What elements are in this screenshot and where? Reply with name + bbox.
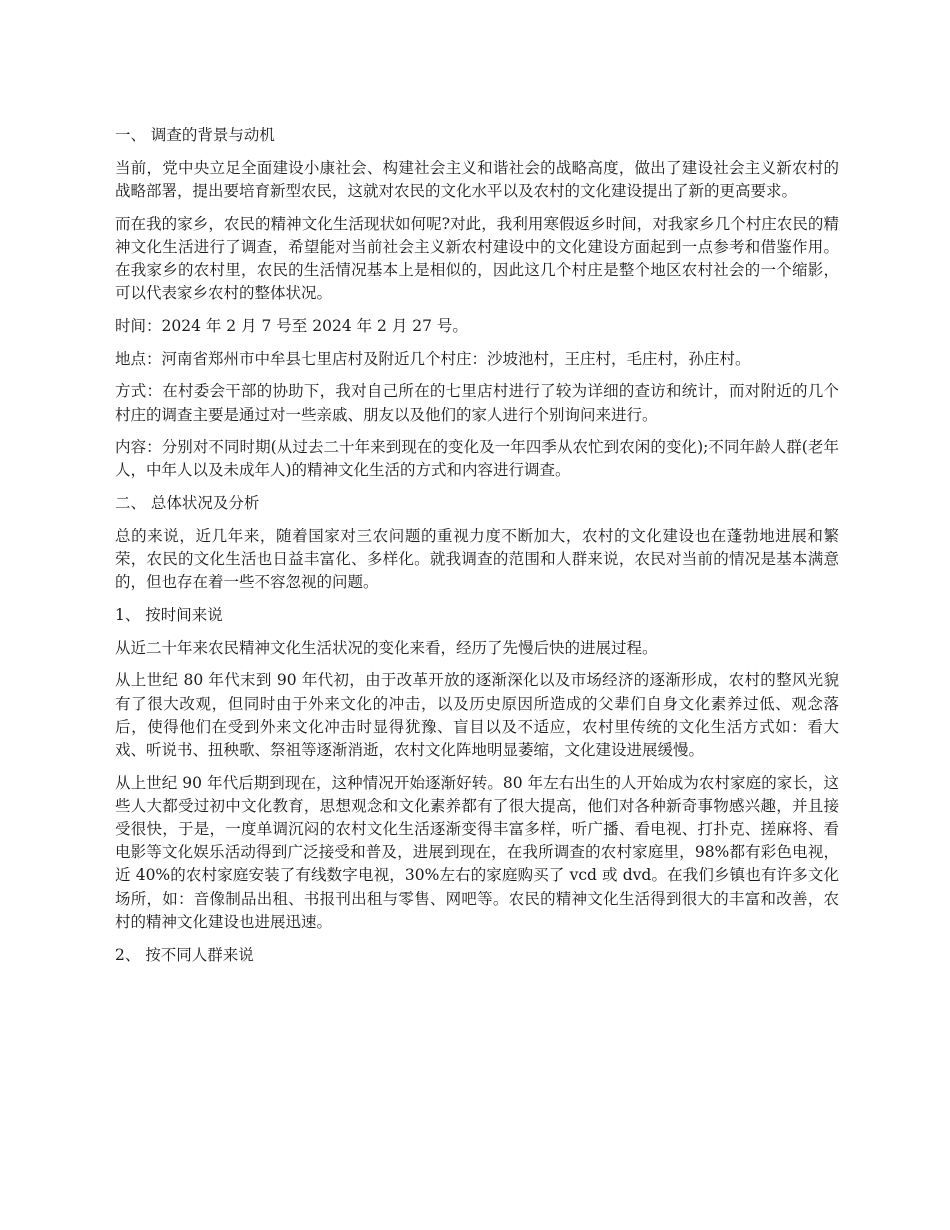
subsection-heading-by-time: 1、 按时间来说 [115,605,223,624]
section-heading-overview: 二、 总体状况及分析 [115,494,260,513]
paragraph-1980s: 从上世纪 80 年代末到 90 年代初，由于改革开放的逐渐深化以及市场经济的逐渐形成，农村的整风光貌有了很大改观，但同时由于外来文化的冲击，以及历史原因所造成的父辈们自身文化素养过低、观念落后，使得他们在受到外来文化冲击时显得犹豫、盲目以及不适应，农村里传统的文化生活方式如：看大戏、听说书、扭秧歌、祭祖等逐渐消逝，农村文化阵地明显萎缩，文化建设进展缓慢。 [115,671,839,759]
paragraph-time: 时间：2024 年 2 月 7 号至 2024 年 2 月 27 号。 [115,316,468,335]
paragraph-overview: 总的来说，近几年来，随着国家对三农问题的重视力度不断加大，农村的文化建设也在蓬勃地进展和繁荣，农民的文化生活也日益丰富化、多样化。就我调查的范围和人群来说，农民对当前的情况是基本满意的，但也存在着一些不容忽视的问题。 [115,526,839,592]
subsection-heading-by-group: 2、 按不同人群来说 [115,945,254,964]
section-heading-background: 一、 调查的背景与动机 [115,126,275,144]
paragraph-hometown-survey: 而在我的家乡，农民的精神文化生活现状如何呢?对此，我利用寒假返乡时间，对我家乡几个村庄农民的精神文化生活进行了调查，希望能对当前社会主义新农村建设中的文化建设方面起到一点参考和借鉴作用。在我家乡的农村里，农民的生活情况基本上是相似的，因此这几个村庄是整个地区农村社会的一个缩影，可以代表家乡农村的整体状况。 [115,214,839,303]
paragraph-two-decades: 从近二十年来农民精神文化生活状况的变化来看，经历了先慢后快的进展过程。 [115,638,658,657]
paragraph-content: 内容：分别对不同时期(从过去二十年来到现在的变化及一年四季从农忙到农闲的变化);不同年龄人群(老年人，中年人以及未成年人)的精神文化生活的方式和内容进行调查。 [115,438,839,480]
paragraph-1990s: 从上世纪 90 年代后期到现在，这种情况开始逐渐好转。80 年左右出生的人开始成为农村家庭的家长，这些人大都受过初中文化教育，思想观念和文化素养都有了很大提高，他们对各种新奇事物感兴趣，并且接受很快，于是，一度单调沉闷的农村文化生活逐渐变得丰富多样，听广播、看电视、打扑克、搓麻将、看电影等文化娱乐活动得到广泛接受和普及，进展到现在，在我所调查的农村家庭里，98%都有彩色电视，近 40%的农村家庭安装了有线数字电视，30%左右的家庭购买了 vcd 或 dvd。在我们乡镇也有许多文化场所，如：音像制品出租、书报刊出租与零售、网吧等。农民的精神文化生活得到很大的丰富和改善，农村的精神文化建设也进展迅速。 [115,773,839,931]
paragraph-current-policy: 当前，党中央立足全面建设小康社会、构建社会主义和谐社会的战略高度，做出了建设社会主义新农村的战略部署，提出要培育新型农民，这就对农民的文化水平以及农村的文化建设提出了新的更高要求。 [115,158,839,200]
document-body [115,124,839,976]
paragraph-method: 方式：在村委会干部的协助下，我对自己所在的七里店村进行了较为详细的查访和统计，而对附近的几个村庄的调查主要是通过对一些亲戚、朋友以及他们的家人进行个别询问来进行。 [115,382,839,424]
paragraph-location: 地点：河南省郑州市中牟县七里店村及附近几个村庄：沙坡池村，王庄村，毛庄村，孙庄村。 [115,349,751,368]
